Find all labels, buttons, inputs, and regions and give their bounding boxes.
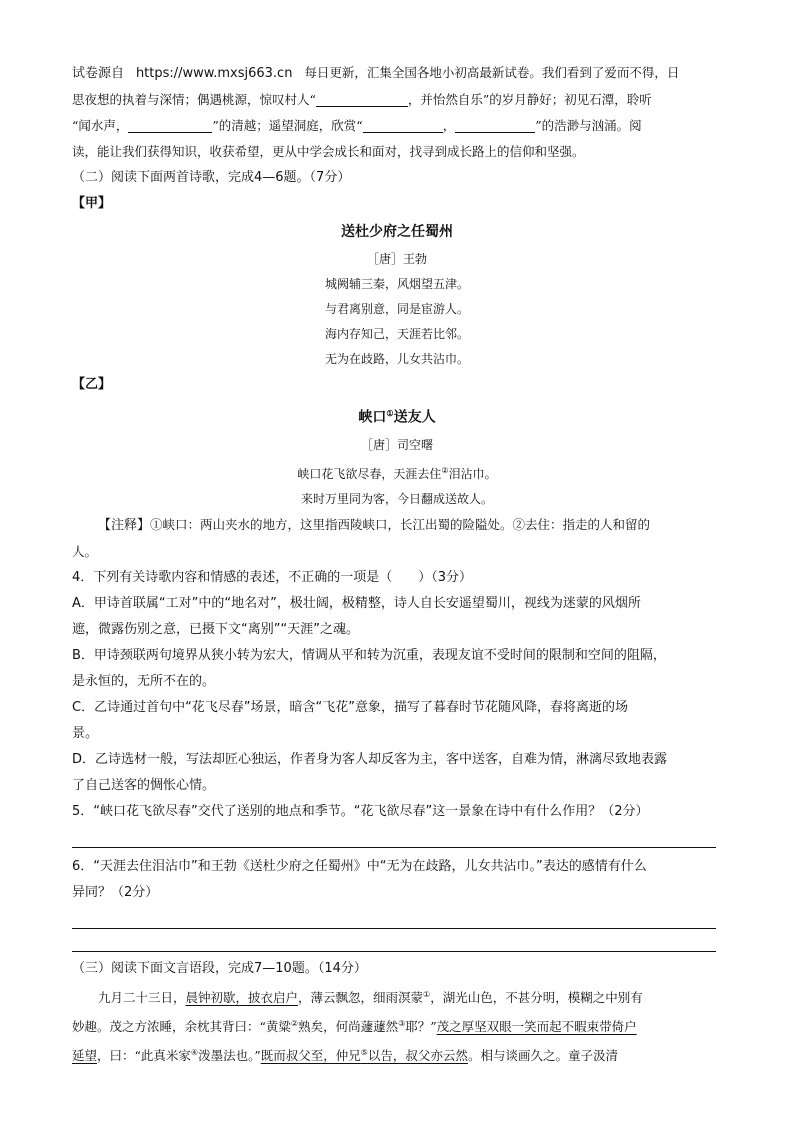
footnote-marker: ② [290,1018,299,1028]
passage-line-3: 延望，曰：“此真米家④泼墨法也。”既而叔父至，仲兄⑤以告，叔父亦云然。相与谈画久之。童子汲清 [72,1047,618,1064]
footnote-marker: ② [441,465,449,475]
intro-line-4: 读，能让我们获得知识，收获希望，更从中学会成长和面对，找寻到成长路上的信仰和坚强。 [72,144,585,159]
fill-blank-2[interactable] [128,118,212,133]
poem1-title: 送杜少府之任蜀州 [341,224,453,240]
source-label: 试卷源自 [72,66,125,81]
footnote-marker: ① [423,989,431,999]
passage-line-2: 妙趣。茂之方浓睡，余枕其背曰：“黄粱②熟矣，何尚蘧蘧然③耶？”茂之厚坚双眼一笑而起不暇束带倚户 [72,1018,637,1034]
q4-option-a-2: 遮，微露伤别之意，已摄下文“离别”“天涯”之魂。 [72,621,359,637]
fill-blank-3[interactable] [363,118,443,133]
q4-option-c-1[interactable]: C．乙诗通过首句中“花飞尽春”场景，暗含“飞花”意象，描写了暮春时节花随风降，春将离逝的场 [72,699,629,715]
section2-heading: （二）阅读下面两首诗歌，完成4—6题。（7分） [72,170,351,185]
poem1-line-3: 海内存知己，天涯若比邻。 [324,327,469,341]
page-content [72,60,722,1069]
section3-heading: （三）阅读下面文言语段，完成7—10题。（14分） [72,960,367,976]
intro-line-2: 思夜想的执着与深情；偶遇桃源，惊叹村人“ ，并怡然自乐”的岁月静好；初见石潭，聆听 [72,92,652,107]
poem1-tag: 【甲】 [72,196,112,211]
question-6-line-1: 6．“天涯去住泪沾巾”和王勃《送杜少府之任蜀州》中“无为在歧路，儿女共沾巾。”表达的感情有什么 [72,858,647,874]
poem1-author: ［唐］王勃 [366,252,427,266]
intro-line-1 [72,60,722,87]
poem1-line-2: 与君离别意，同是宦游人。 [324,302,469,316]
poem2-tag: 【乙】 [72,377,112,392]
underlined-sentence-3: 既而叔父至，仲兄⑤以告，叔父亦云然 [260,1047,468,1064]
q5-answer-line[interactable] [72,825,716,848]
question-5: 5．“峡口花飞欲尽春”交代了送别的地点和季节。“花飞欲尽春”这一景象在诗中有什么作用？（2分） [72,803,649,819]
poem2-line-2: 来时万里同为客，今日翻成送故人。 [300,491,493,506]
poem2-title: 峡口①送友人 [358,408,436,426]
q4-option-c-2: 景。 [72,725,99,741]
poem2-line-1: 峡口花飞欲尽春，天涯去住②泪沾巾。 [297,465,497,481]
q6-answer-line-1[interactable] [72,906,716,929]
footnote-marker: ③ [398,1018,406,1028]
q4-option-d-1[interactable]: D．乙诗选材一般，写法却匠心独运，作者身为客人却反客为主，客中送客，自难为情，淋漓尽致地表露 [72,751,668,767]
footnote-marker: ⑤ [360,1047,368,1057]
intro-line-3: “闻水声， ”的清越；遥望洞庭，欣赏“ ， ”的浩渺与汹涌。阅 [72,118,642,133]
q6-answer-line-2[interactable] [72,929,716,952]
fill-blank-4[interactable] [455,118,535,133]
intro-text: 每日更新，汇集全国各地小初高最新试卷。我们看到了爱而不得，日 [304,65,680,80]
question-4: 4．下列有关诗歌内容和情感的表述，不正确的一项是（ ）（3分） [72,569,473,585]
q4-option-b-1[interactable]: B．甲诗颈联两句境界从狭小转为宏大，情调从平和转为沉重，表现友谊不受时间的限制和空间的阻隔， [72,647,666,663]
q4-option-a-1[interactable]: A．甲诗首联属“工对”中的“地名对”，极壮阔，极精整，诗人自长安遥望蜀川，视线为迷蒙的风烟所 [72,595,641,611]
q4-option-b-2: 是永恒的，无所不在的。 [72,673,216,689]
footnote-marker: ① [386,408,394,418]
footnote-marker: ④ [190,1047,199,1057]
poem2-author: ［唐］司空曙 [360,437,433,452]
poem1-line-4: 无为在歧路，儿女共沾巾。 [324,352,469,366]
passage-line-1: 九月二十三日，晨钟初歇，披衣启户，薄云飘忽，细雨溟蒙①，湖光山色，不甚分明，模糊之中别有 [98,989,643,1005]
poem2-note: 【注释】①峡口：两山夹水的地方，这里指西陵峡口，长江出蜀的险隘处。②去住：指走的人和留的 [98,516,651,533]
underlined-sentence-2: 茂之厚坚双眼一笑而起不暇束带倚户 [436,1018,637,1034]
underlined-sentence-2-cont: 延望 [72,1048,98,1064]
poem1-line-1: 城阙辅三秦，风烟望五津。 [324,277,469,291]
underlined-sentence-1: 晨钟初歇，披衣启户 [185,989,299,1005]
question-6-line-2: 异同？（2分） [72,884,159,900]
poem2-note-cont: 人。 [72,543,98,559]
source-url[interactable]: https://www.mxsj663.cn [135,66,293,81]
fill-blank-1[interactable] [316,92,408,107]
q4-option-d-2: 了自己送客的惆怅心情。 [72,777,216,793]
